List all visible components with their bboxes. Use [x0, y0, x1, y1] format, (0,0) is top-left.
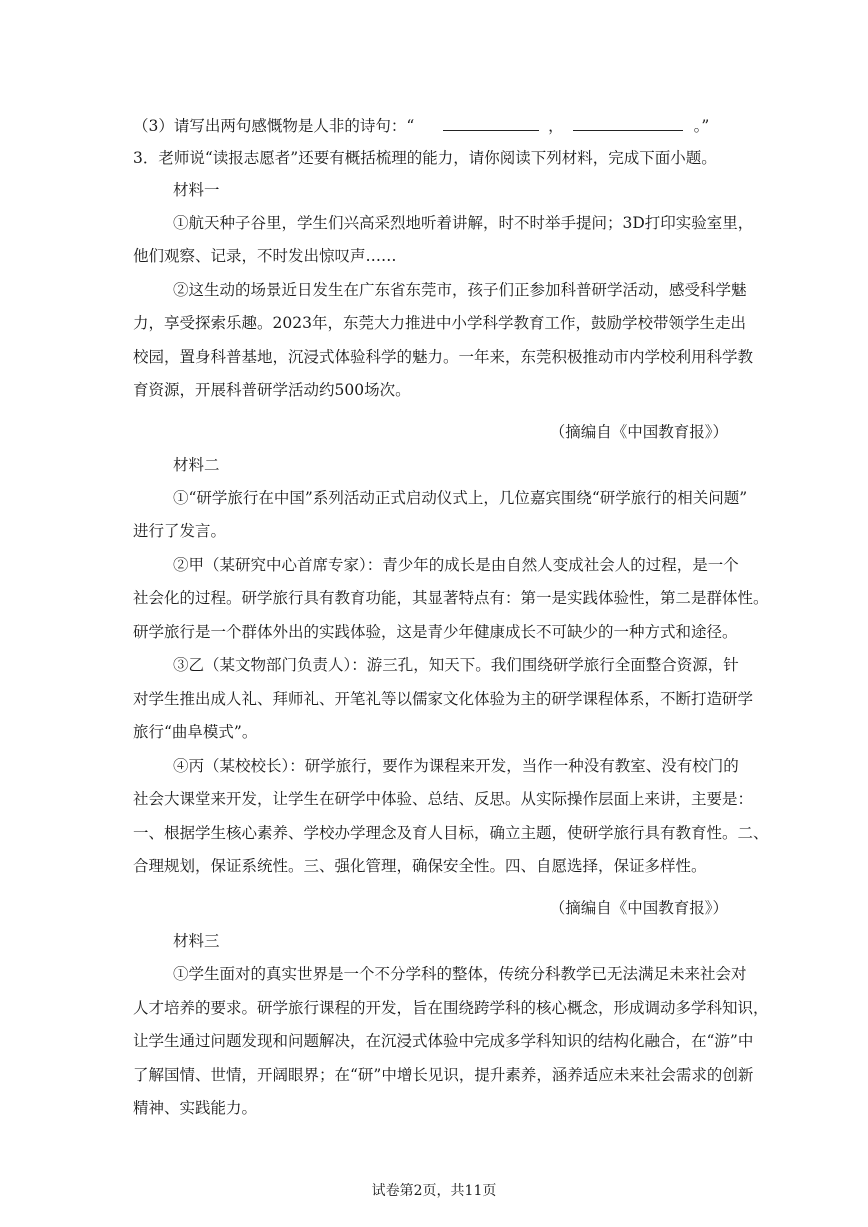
m2-p2-line2: 社会化的过程。研学旅行具有教育功能，其显著特点有：第一是实践体验性，第二是群体性。	[133, 589, 769, 607]
m2-p4-line1: ④丙（某校校长）：研学旅行，要作为课程来开发，当作一种没有教室、没有校门的	[173, 757, 739, 775]
question-3: 3．老师说“读报志愿者”还要有概括梳理的能力，请你阅读下列材料，完成下面小题。	[133, 149, 717, 167]
page-footer: 试卷第2页，共11页	[371, 1183, 497, 1199]
m2-p3-line2: 对学生推出成人礼、拜师礼、开笔礼等以儒家文化体验为主的研学课程体系，不断打造研学	[133, 690, 754, 708]
m1-source: （摘编自《中国教育报》）	[549, 423, 728, 441]
material-3-title: 材料三	[173, 932, 220, 950]
m3-p1-line2: 人才培养的要求。研学旅行课程的开发，旨在围绕跨学科的核心概念，形成调动多学科知识，	[133, 999, 769, 1017]
m3-p1-line4: 了解国情、世情，开阔眼界；在“研”中增长见识，提升素养，涵养适应未来社会需求的创新	[133, 1066, 754, 1084]
m1-p1-line2: 他们观察、记录，不时发出惊叹声……	[133, 247, 397, 265]
m1-p2-line3: 校园，置身科普基地，沉浸式体验科学的魅力。一年来，东莞积极推动市内学校利用科学教	[133, 348, 754, 366]
m2-p4-line4: 合理规划，保证系统性。三、强化管理，确保安全性。四、自愿选择，保证多样性。	[133, 857, 707, 875]
m1-p1-line1: ①航天种子谷里，学生们兴高采烈地听着讲解，时不时举手提问；3D打印实验室里，	[173, 214, 754, 232]
m3-p1-line5: 精神、实践能力。	[133, 1099, 258, 1117]
answer-blank-2[interactable]	[573, 116, 683, 131]
m1-p2-line4: 育资源，开展科普研学活动约500场次。	[133, 381, 411, 399]
m2-p2-line3: 研学旅行是一个群体外出的实践体验，这是青少年健康成长不可缺少的一种方式和途径。	[133, 623, 738, 641]
m1-p2-line1: ②这生动的场景近日发生在广东省东莞市，孩子们正参加科普研学活动，感受科学魅	[173, 281, 747, 299]
answer-blank-1[interactable]	[443, 116, 539, 131]
q3-end: 。”	[693, 117, 710, 135]
m2-p4-line2: 社会大课堂来开发，让学生在研学中体验、总结、反思。从实际操作层面上来讲，主要是：	[133, 790, 754, 808]
m3-p1-line1: ①学生面对的真实世界是一个不分学科的整体，传统分科教学已无法满足未来社会对	[173, 965, 747, 983]
q3-comma: ，	[548, 117, 564, 135]
m2-p3-line3: 旅行“曲阜模式”。	[133, 723, 258, 741]
m2-p1-line1: ①“研学旅行在中国”系列活动正式启动仪式上，几位嘉宾围绕“研学旅行的相关问题”	[173, 489, 748, 507]
m2-p4-line3: 一、根据学生核心素养、学校办学理念及育人目标，确立主题，使研学旅行具有教育性。二、	[133, 824, 769, 842]
material-2-title: 材料二	[173, 456, 220, 474]
q3-line	[133, 116, 709, 136]
m2-p1-line2: 进行了发言。	[133, 522, 227, 540]
q3-prefix: （3）请写出两句感慨物是人非的诗句：“	[133, 117, 415, 135]
m2-p2-line1: ②甲（某研究中心首席专家）：青少年的成长是由自然人变成社会人的过程，是一个	[173, 556, 739, 574]
m1-p2-line2: 力，享受探索乐趣。2023年，东莞大力推进中小学科学教育工作，鼓励学校带领学生走出	[133, 314, 746, 332]
material-1-title: 材料一	[173, 181, 220, 199]
m2-source: （摘编自《中国教育报》）	[549, 899, 728, 917]
m2-p3-line1: ③乙（某文物部门负责人）：游三孔，知天下。我们围绕研学旅行全面整合资源，针	[173, 656, 739, 674]
m3-p1-line3: 让学生通过问题发现和问题解决，在沉浸式体验中完成多学科知识的结构化融合，在“游”中	[133, 1032, 754, 1050]
